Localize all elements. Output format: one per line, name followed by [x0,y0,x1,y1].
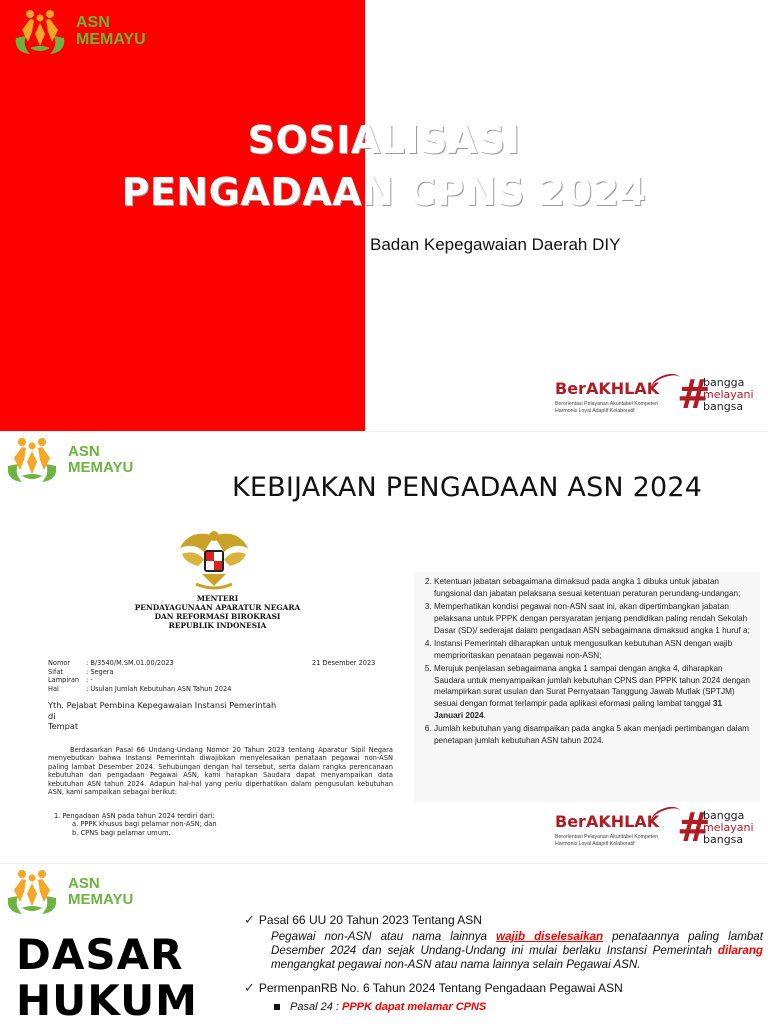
policy-point-text: Merujuk penjelasan sebagaimana angka 1 sampai dengan angka 4, diharapkan Saudara untuk menyampaikan jumlah kebutuhan CPNS dan PPPK tahun 2024 dengan melampirkan surat usulan dan Surat Pernyataan Tanggung Jawab Mutlak (SPTJM) sesuai dengan format terlampir pada aplikasi eformasi paling lambat tanggal [434,663,750,709]
logo-line2: MEMAYU [68,891,134,908]
policy-point: 3. Memperhatikan kondisi pegawai non-ASN saat ini, akan dipertimbangkan jabatan pelaksana untuk PPPK dengan persyaratan jenjang pendidikan paling rendah Sekolah Dasar (SD)/ sederajat dalam pengadaan ASN sebagaimana dimaksud angka 1 huruf a; [434,601,752,636]
people-leaf-icon [4,436,60,484]
bangga-text: bangga [703,376,745,389]
policy-point: 2. Ketentuan jabatan sebagaimana dimaksud pada angka 1 dibuka untuk jabatan fungsional dan jabatan pelaksana sesuai ketentuan peraturan perundang-undangan; [434,576,752,600]
asn-memayu-logo [12,8,146,56]
heading-line: HUKUM [16,976,198,1024]
law-quote [271,930,763,972]
bangga-melayani-bangsa [703,810,754,846]
hashtag-icon: # [677,805,711,851]
meta-key: Sifat [48,667,63,676]
melayani-text: melayani [703,821,754,834]
quote-emphasis: wajib diselesaikan [496,930,604,943]
meta-value: : Segera [86,667,114,676]
bangsa-text: bangsa [703,400,744,413]
law-item [244,980,623,996]
policy-points-list [414,572,760,747]
law-title: PermenpanRB No. 6 Tahun 2024 Tentang Pengadaan Pegawai ASN [258,981,623,995]
letter-recipient [48,700,276,732]
heading-line: DASAR [16,930,184,979]
letter-list-item: 1. Pengadaan ASN pada tahun 2024 terdiri dari: [54,812,215,820]
meta-value: : - [86,676,93,685]
check-icon: ✓ [244,912,255,927]
policy-point [434,663,752,722]
logo-line2: MEMAYU [76,31,146,48]
policy-point: 6. Jumlah kebutuhan yang disampaikan pada angka 5 akan menjadi pertimbangan dalam penetapan jumlah kebutuhan ASN tahun 2024. [434,723,752,747]
slide-dasar-hukum [0,864,768,1024]
logo-line1: ASN [68,443,100,461]
policy-points-panel [414,572,760,802]
recipient-tempat: Tempat [48,721,79,731]
logo-line2: MEMAYU [68,459,134,476]
berakhlak-logo [555,805,761,858]
berakhlak-tagline: Berorientasi Pelayanan Akuntabel Kompeten Harmonis Loyal Adaptif Kolaboratif [555,834,658,847]
policy-point: 4. Instansi Pemerintah diharapkan untuk mengusulkan kebutuhan ASN dengan wajib memprioritaskan penataan pegawai non-ASN; [434,638,752,662]
quote-text: mengangkat pegawai non-ASN atau nama lainnya selain Pegawai ASN. [271,958,641,971]
check-icon: ✓ [244,980,255,995]
berakhlak-word: BerAKHLAK [555,812,660,831]
berakhlak-tagline: Berorientasi Pelayanan Akuntabel Kompeten Harmonis Loyal Adaptif Kolaboratif [555,401,658,414]
kemenpan-letter [40,522,395,862]
bangga-text: bangga [703,809,745,822]
kebijakan-heading: KEBIJAKAN PENGADAAN ASN 2024 [232,472,703,503]
bangsa-text: bangsa [703,833,744,846]
meta-value: : B/3540/M.SM.01.00/2023 [86,659,174,667]
policy-point-tail: . [483,710,486,720]
quote-emphasis: dilarang [717,944,764,957]
law-title: Pasal 66 UU 20 Tahun 2023 Tentang ASN [258,913,482,927]
meta-value: : Usulan Jumlah Kebutuhan ASN Tahun 2024 [86,684,232,693]
law-item [244,912,482,928]
logo-line1: ASN [76,14,110,32]
bullet-icon [274,1004,280,1010]
ministry-line: PENDAYAGUNAAN APARATUR NEGARA [134,603,301,612]
letter-meta [48,659,231,693]
meta-key: Hal [48,684,59,693]
bangga-melayani-bangsa [703,377,754,413]
meta-row [48,668,231,677]
meta-key: Nomor [48,659,71,667]
letter-date: 21 Desember 2023 [312,659,376,667]
slide-kebijakan [0,432,768,864]
pasal-emphasis: PPPK dapat melamar CPNS [341,1001,487,1013]
quote-text: penataannya paling lambat Desember 2024 dan sejak Undang-Undang ini mulai berlaku Instansi Pemerintah [271,930,763,957]
ministry-line: DAN REFORMASI BIROKRASI [154,612,281,621]
recipient-di: di [48,710,56,721]
ministry-line: REPUBLIK INDONESIA [168,621,267,630]
cover-title-line2: PENGADAAN CPNS 2024 [121,170,647,214]
garuda-emblem-icon [178,526,250,592]
logo-line1: ASN [68,875,100,893]
cover-title-line1: SOSIALISASI [247,118,521,162]
pasal-item [274,1001,486,1013]
meta-row [48,685,231,694]
asn-memayu-logo [4,436,133,484]
melayani-text: melayani [703,388,754,401]
deadline-date: 31 Januari 2024 [434,699,723,720]
slide-cover [0,0,768,432]
recipient-line: Yth. Pejabat Pembina Kepegawaian Instansi Pemerintah [48,700,277,710]
ministry-line: MENTERI [196,594,239,603]
letter-list-subitem: b. CPNS bagi pelamar umum. [72,828,171,837]
red-panel [0,0,365,432]
berakhlak-logo [555,372,761,425]
cover-subtitle: Badan Kepegawaian Daerah DIY [370,235,621,254]
people-leaf-icon [12,8,68,56]
ministry-header [40,594,395,630]
hashtag-icon: # [677,372,711,418]
letter-body: Berdasarkan Pasal 66 Undang-Undang Nomor 20 Tahun 2023 tentang Aparatur Sipil Negara menyebutkan bahwa Instansi Pemerintah diwajibkan menyelesaikan penataan pegawai non-ASN paling lambat Desember 2024. Sehubungan dengan hal tersebut, serta dalam rangka perencanaan kebutuhan dan pengadaan Pegawai ASN, kami harapkan Saudara dapat menyampaikan data kebutuhan ASN tahun 2024. Adapun hal-hal yang perlu diperhatikan dalam pengusulan kebutuhan ASN, kami sampaikan sebagai berikut: [48,746,393,797]
berakhlak-word: BerAKHLAK [555,379,660,398]
people-leaf-icon [4,868,60,916]
asn-memayu-logo [4,868,133,916]
meta-row [48,676,231,685]
meta-key: Lampiran [48,676,80,685]
dasar-hukum-heading [16,932,198,1024]
letter-list [54,812,217,837]
pasal-label: Pasal 24 : [290,1001,339,1013]
letter-list-subitem: a. PPPK khusus bagi pelamar non-ASN; dan [72,820,217,829]
quote-text: Pegawai non-ASN atau nama lainnya [271,930,487,943]
meta-row [48,659,231,668]
